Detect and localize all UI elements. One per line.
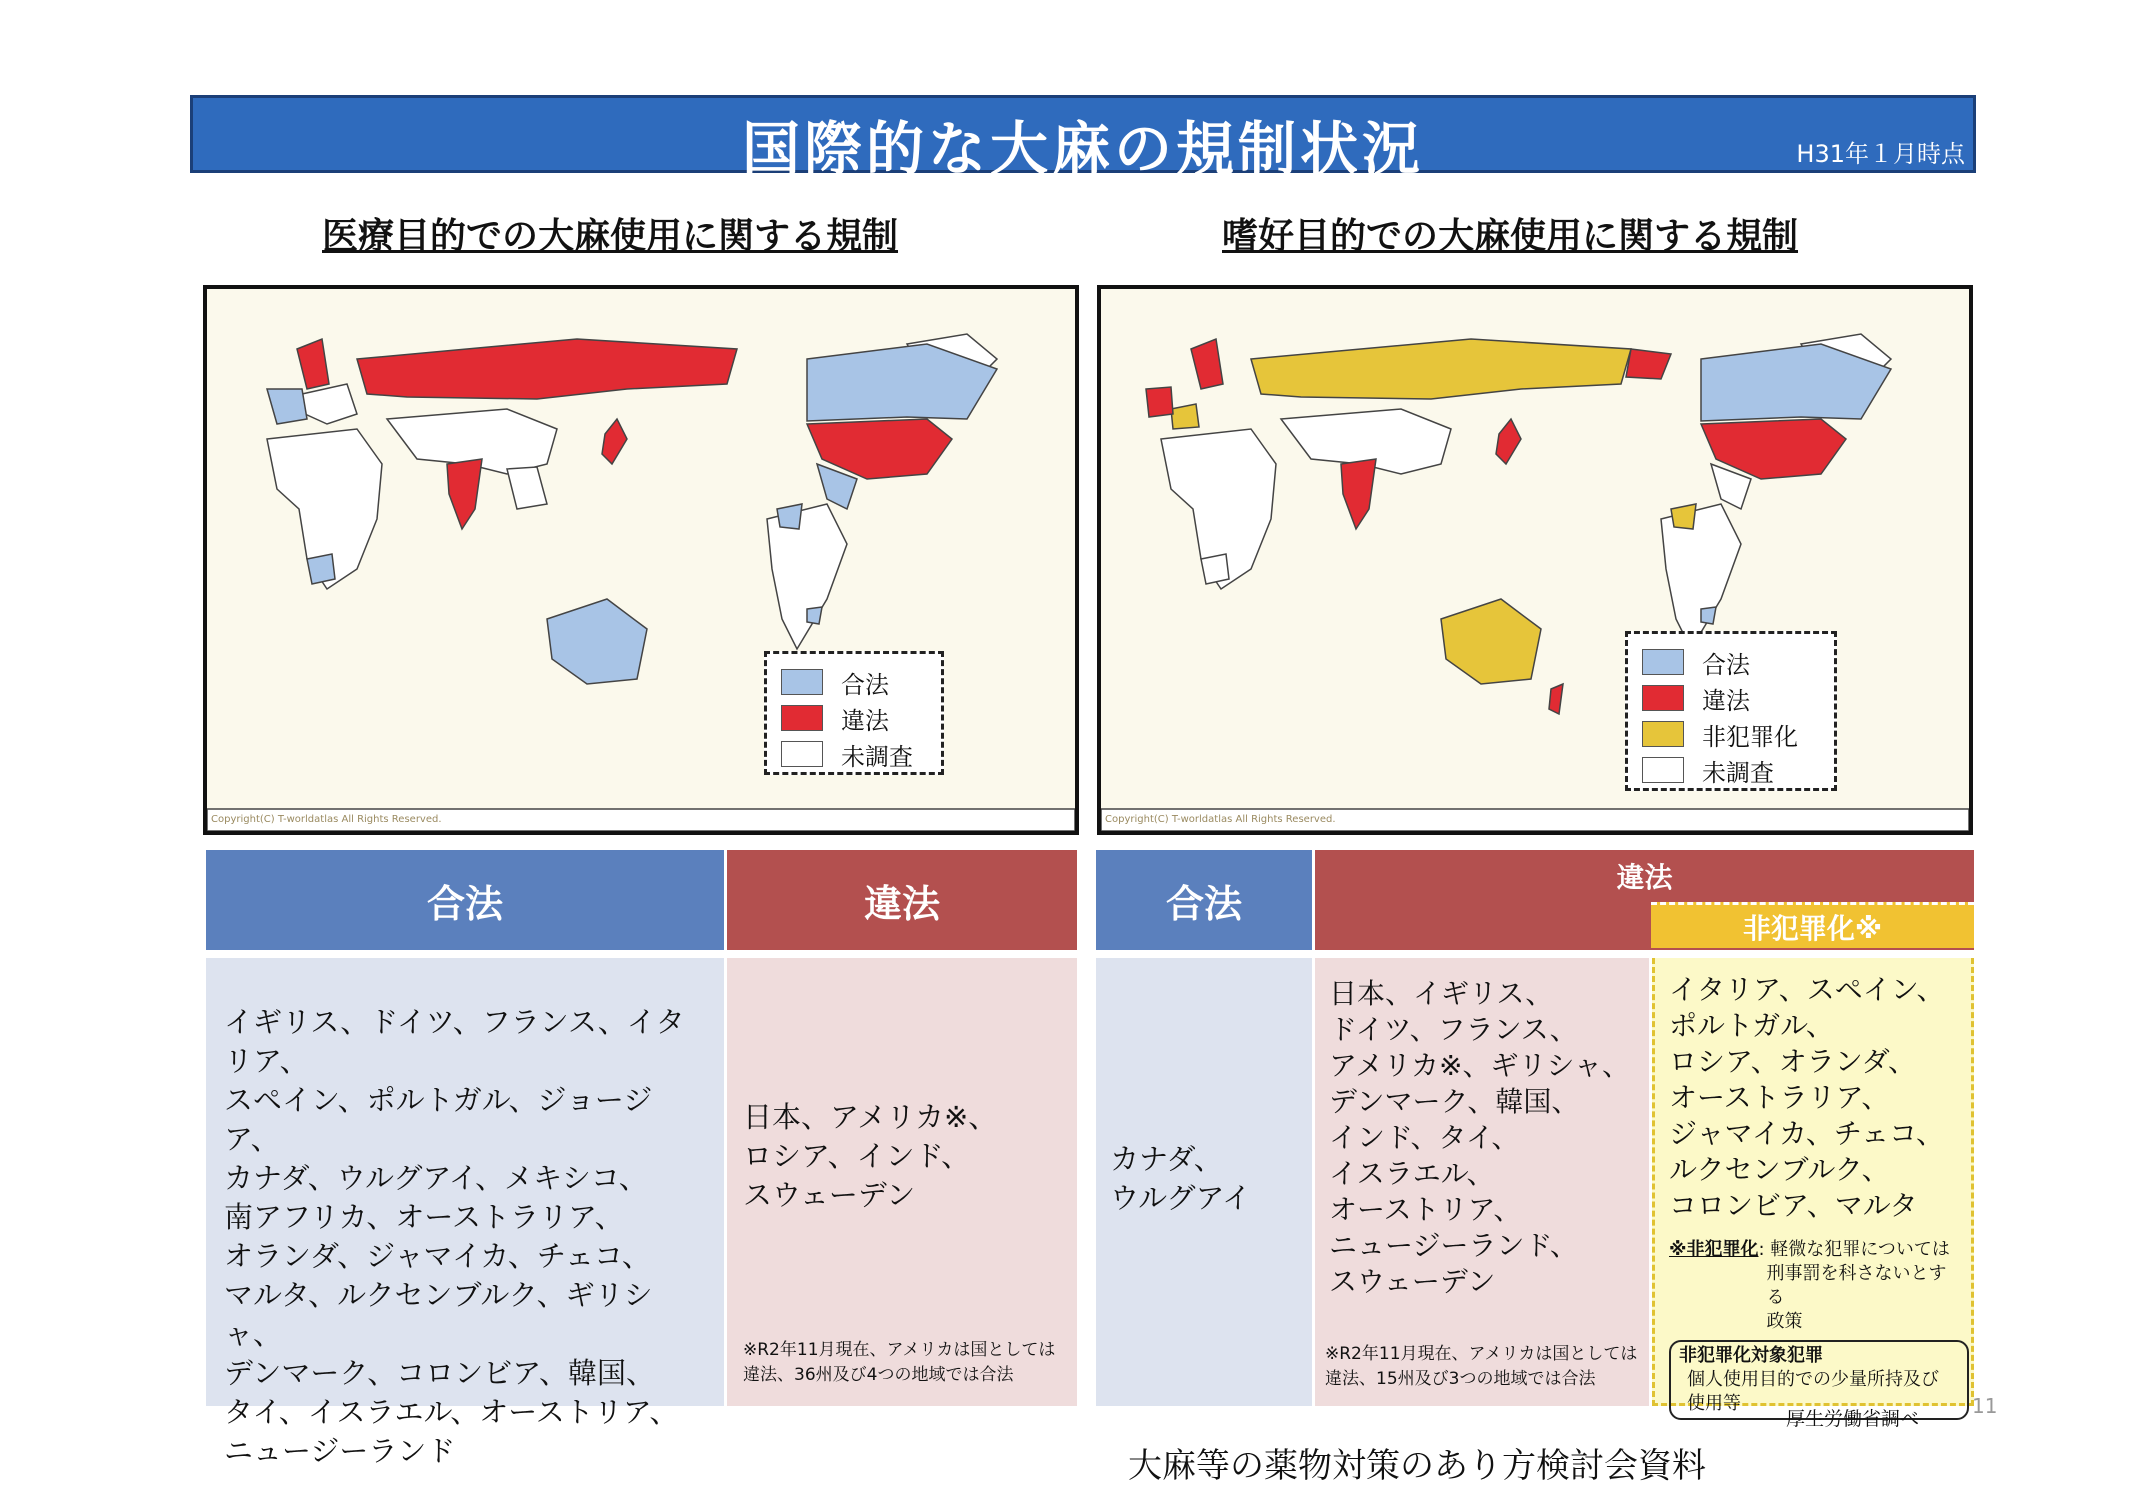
legend-swatch-unsurveyed <box>1642 757 1684 783</box>
legend-unsurveyed <box>781 736 927 772</box>
country-line: ウルグアイ <box>1110 1181 1251 1215</box>
country-line: デンマーク、コロンビア、韓国、 <box>224 1356 655 1390</box>
legend-label: 違法 <box>841 706 889 735</box>
country-line: ニュージーランド <box>224 1434 456 1468</box>
country-line: オーストラリア、 <box>1669 1081 1890 1114</box>
decrim-definition-term: ※非犯罪化 <box>1669 1239 1759 1260</box>
legend-swatch-unsurveyed <box>781 741 823 767</box>
recreational-map-legend <box>1625 631 1837 791</box>
legend-label: 合法 <box>1702 650 1750 679</box>
legend-label: 合法 <box>841 670 889 699</box>
map-copyright: Copyright(C) T-worldatlas All Rights Reserved. <box>1105 814 1336 825</box>
country-line: オーストリア、 <box>1329 1193 1522 1226</box>
decrim-target-title: 非犯罪化対象犯罪 <box>1679 1345 1823 1366</box>
legend-swatch-illegal <box>781 705 823 731</box>
medical-legal-country-list <box>224 1003 706 1471</box>
note-line: 違法、36州及び4つの地域では合法 <box>743 1365 1014 1385</box>
legend-label: 違法 <box>1702 686 1750 715</box>
medical-illegal-note <box>743 1338 1055 1388</box>
medical-illegal-header: 違法 <box>727 850 1077 950</box>
country-line: スウェーデン <box>1329 1265 1496 1298</box>
country-line: ドイツ、フランス、 <box>1329 1013 1578 1046</box>
left-heading: 医療目的での大麻使用に関する規制 <box>322 216 899 257</box>
recreational-illegal-country-list <box>1329 976 1639 1300</box>
country-line: 日本、アメリカ※、 <box>743 1100 998 1134</box>
country-line: コロンビア、マルタ <box>1669 1189 1918 1222</box>
note-line: : 軽微な犯罪については <box>1758 1239 1950 1260</box>
country-line: ロシア、インド、 <box>743 1139 971 1173</box>
medical-map-legend <box>764 651 944 775</box>
country-line: マルタ、ルクセンブルク、ギリシャ、 <box>224 1278 653 1351</box>
decrim-definition <box>1669 1238 1963 1334</box>
country-line: カナダ、 <box>1110 1142 1223 1176</box>
country-line: デンマーク、韓国、 <box>1329 1085 1580 1118</box>
country-line: スペイン、ポルトガル、ジョージア、 <box>224 1083 653 1156</box>
recreational-legal-header: 合法 <box>1096 850 1312 950</box>
country-line: スウェーデン <box>743 1178 916 1212</box>
medical-world-map <box>203 285 1079 835</box>
decriminalized-country-list <box>1669 972 1963 1224</box>
recreational-illegal-note <box>1325 1342 1637 1392</box>
medical-illegal-country-list <box>743 1098 1063 1215</box>
recreational-map-graphic <box>1101 289 1969 831</box>
legend-unsurveyed <box>1642 752 1820 788</box>
note-line: 個人使用目的での少量所持及び <box>1687 1369 1939 1390</box>
right-heading: 嗜好目的での大麻使用に関する規制 <box>1222 216 1799 257</box>
legend-swatch-decriminalized <box>1642 721 1684 747</box>
decriminalized-cell <box>1652 958 1974 1414</box>
legend-label: 非犯罪化 <box>1702 722 1798 751</box>
country-line: イスラエル、 <box>1329 1157 1495 1190</box>
legend-label: 未調査 <box>841 742 913 771</box>
country-line: 南アフリカ、オーストラリア、 <box>224 1200 624 1234</box>
country-line: インド、タイ、 <box>1329 1121 1520 1154</box>
legend-swatch-legal <box>1642 649 1684 675</box>
country-line: タイ、イスラエル、オーストリア、 <box>224 1395 679 1429</box>
note-line: ※R2年11月現在、アメリカは国としては <box>1325 1344 1638 1364</box>
page-title: 国際的な大麻の規制状況 <box>741 115 1424 183</box>
legend-legal <box>1642 644 1820 680</box>
legend-illegal <box>1642 680 1820 716</box>
note-line: ※R2年11月現在、アメリカは国としては <box>743 1340 1056 1360</box>
page-number: 11 <box>1972 1394 1998 1418</box>
caption: 大麻等の薬物対策のあり方検討会資料 <box>1128 1446 1706 1486</box>
as-of-date: H31年１月時点 <box>1796 140 1965 168</box>
country-line: 日本、イギリス、 <box>1329 977 1554 1010</box>
legend-illegal <box>781 700 927 736</box>
legend-swatch-legal <box>781 669 823 695</box>
country-line: カナダ、ウルグアイ、メキシコ、 <box>224 1161 648 1195</box>
country-line: イタリア、スペイン、 <box>1669 973 1945 1006</box>
recreational-illegal-header <box>1315 850 1974 950</box>
legend-label: 未調査 <box>1702 758 1774 787</box>
recreational-illegal-cell <box>1315 958 1649 1406</box>
note-line: 政策 <box>1766 1311 1803 1332</box>
decriminalized-header: 非犯罪化※ <box>1651 902 1974 948</box>
country-line: イギリス、ドイツ、フランス、イタリア、 <box>224 1005 685 1078</box>
country-line: ロシア、オランダ、 <box>1669 1045 1916 1078</box>
note-line: 刑事罰を科さないとする <box>1766 1263 1947 1308</box>
country-line: ニュージーランド、 <box>1329 1229 1578 1262</box>
note-line: 使用等 <box>1687 1393 1741 1414</box>
country-line: ルクセンブルク、 <box>1669 1153 1890 1186</box>
country-line: ジャマイカ、チェコ、 <box>1669 1117 1944 1150</box>
title-banner <box>190 95 1976 183</box>
legend-legal <box>781 664 927 700</box>
country-line: オランダ、ジャマイカ、チェコ、 <box>224 1239 651 1273</box>
legend-decriminalized <box>1642 716 1820 752</box>
map-copyright: Copyright(C) T-worldatlas All Rights Reserved. <box>211 814 442 825</box>
medical-legal-header: 合法 <box>206 850 724 950</box>
country-line: アメリカ※、ギリシャ、 <box>1329 1049 1630 1082</box>
recreational-illegal-label: 違法 <box>1616 861 1673 894</box>
medical-map-graphic <box>207 289 1075 831</box>
medical-illegal-cell <box>727 958 1077 1406</box>
decrim-definition-body <box>1759 1238 1964 1334</box>
country-line: ポルトガル、 <box>1669 1009 1834 1042</box>
medical-legal-cell <box>206 958 724 1468</box>
recreational-world-map <box>1097 285 1973 835</box>
recreational-legal-country-list <box>1110 1140 1302 1218</box>
source-credit: 厚生労働省調べ <box>1786 1408 1920 1430</box>
recreational-legal-cell <box>1096 958 1312 1406</box>
note-line: 違法、15州及び3つの地域では合法 <box>1325 1369 1596 1389</box>
legend-swatch-illegal <box>1642 685 1684 711</box>
